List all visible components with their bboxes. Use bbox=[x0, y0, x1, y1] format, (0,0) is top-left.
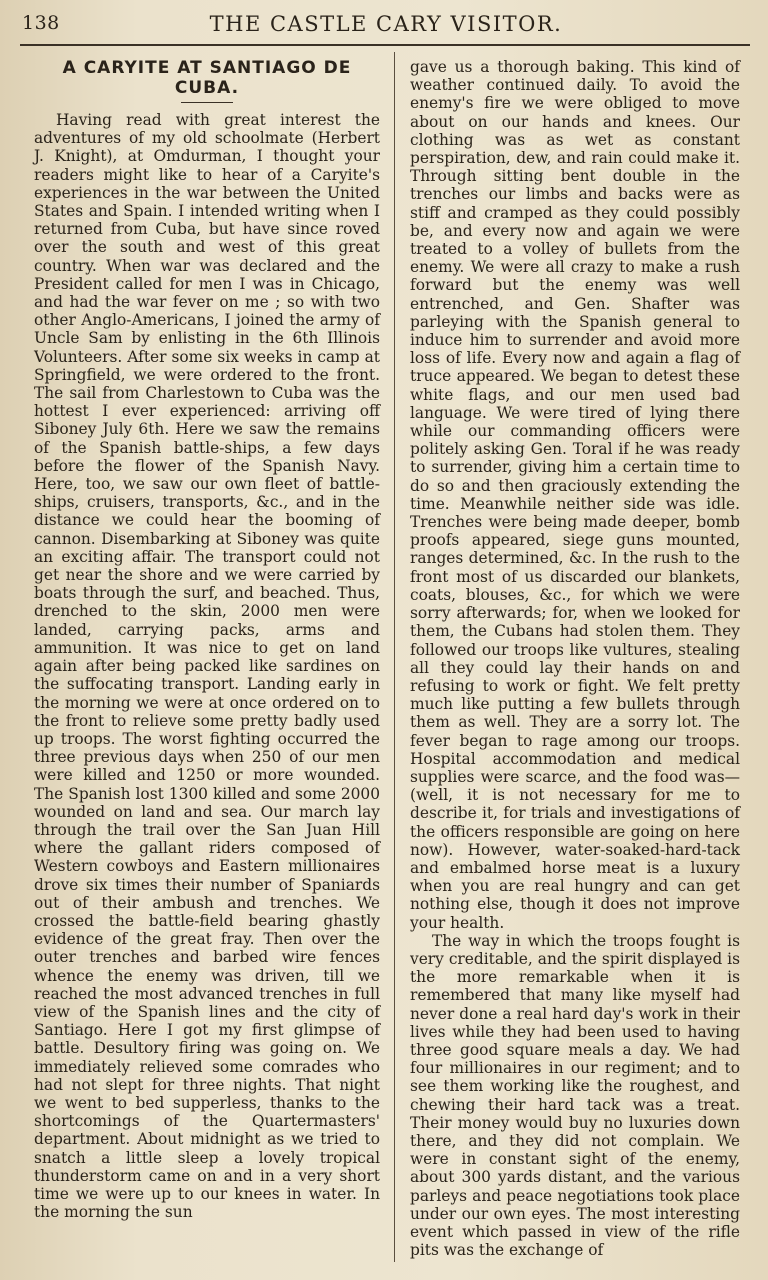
title-underline bbox=[181, 102, 233, 103]
article-paragraph: The way in which the troops fought is very creditable, and the spirit displayed is the more remarkable when it is remembered that many like myself had never done a real hard day's work in their lives while they had been used to having three good square meals a day. We had four millionaires in our regiment; and to see them working like the roughest, and chewing their hard tack was a treat. Their money would buy no luxuries down there, and they did not complain. We were in constant sight of the enemy, about 300 yards distant, and the various parleys and peace negotiations took place under our own eyes. The most interesting event which passed in view of the rifle pits was the exchange of bbox=[410, 931, 740, 1260]
article-paragraph-continued: gave us a thorough baking. This kind of weather continued daily. To avoid the enemy's fire we were obliged to move about on our hands and knees. Our clothing was as wet as constant perspiration, dew, and rain could make it. Through sitting bent double in the trenches our limbs and backs were as stiff and cramped as they could possibly be, and every now and again we were treated to a volley of bullets from the enemy. We were all crazy to make a rush forward but the enemy was well entrenched, and Gen. Shafter was parleying with the Spanish general to induce him to surrender and avoid more loss of life. Every now and again a flag of truce appeared. We began to detest these white flags, and our men used bad language. We were tired of lying there while our commanding officers were politely asking Gen. Toral if he was ready to surrender, giving him a certain time to do so and then graciously extending the time. Meanwhile neither side was idle. Trenches were being made deeper, bomb proofs appeared, siege guns mounted, ranges determined, &c. In the rush to the front most of us discarded our blankets, coats, blouses, &c., for which we were sorry afterwards; for, when we looked for them, the Cubans had stolen them. They followed our troops like vultures, stealing all they could lay their hands on and refusing to work or fight. We felt pretty much like putting a few bullets through them as well. They are a sorry lot. The fever began to rage among our troops. Hospital accommodation and medical supplies were scarce, and the food was— (well, it is not necessary for me to describe it, for trials and investigations of the officers responsible are going on here now). However, water-soaked-hard-tack and embalmed horse meat is a luxury when you are real hungry and can get nothing else, though it does not improve your health. bbox=[410, 58, 740, 932]
left-column bbox=[34, 58, 380, 1221]
article-title: A CARYITE AT SANTIAGO DE CUBA. bbox=[62, 58, 352, 98]
article-paragraph: Having read with great interest the adventures of my old schoolmate (Herbert J. Knight), at Omdurman, I thought your readers might like to hear of a Caryite's experiences in the war between the United States and Spain. I intended writing when I returned from Cuba, but have since roved over the south and west of this great country. When war was declared and the President called for men I was in Chicago, and had the war fever on me ; so with two other Anglo-Americans, I joined the army of Uncle Sam by enlisting in the 6th Illinois Volunteers. After some six weeks in camp at Springfield, we were ordered to the front. The sail from Charlestown to Cuba was the hottest I ever experienced: arriving off Siboney July 6th. Here we saw the remains of the Spanish battle-ships, a few days before the flower of the Spanish Navy. Here, too, we saw our own fleet of battle-ships, cruisers, transports, &c., and in the distance we could hear the booming of cannon. Disembarking at Siboney was quite an exciting affair. The transport could not get near the shore and we were carried by boats through the surf, and beached. Thus, drenched to the skin, 2000 men were landed, carrying packs, arms and ammunition. It was nice to get on land again after being packed like sardines on the suffocating transport. Landing early in the morning we were at once ordered on to the front to relieve some pretty badly used up troops. The worst fighting occurred the three previous days when 250 of our men were killed and 1250 or more wounded. The Spanish lost 1300 killed and some 2000 wounded on land and sea. Our march lay through the trail over the San Juan Hill where the gallant riders composed of Western cowboys and Eastern millionaires drove six times their number of Spaniards out of their ambush and trenches. We crossed the battle-field bearing ghastly evidence of the great fray. Then over the outer trenches and barbed wire fences whence the enemy was driven, till we reached the most advanced trenches in full view of the Spanish lines and the city of Santiago. Here I got my first glimpse of battle. Desultory firing was going on. We immediately relieved some comrades who had not slept for three nights. That night we went to bed supperless, thanks to the shortcomings of the Quartermasters' department. About midnight as we tried to snatch a little sleep a lovely tropical thunderstorm came on and in a very short time we were up to our knees in water. In the morning the sun bbox=[34, 111, 380, 1222]
page-header bbox=[22, 8, 750, 40]
column-divider bbox=[394, 52, 395, 1262]
page-number: 138 bbox=[22, 12, 60, 34]
running-title: THE CASTLE CARY VISITOR. bbox=[209, 12, 563, 36]
right-column bbox=[410, 58, 740, 1259]
header-rule bbox=[20, 44, 750, 46]
